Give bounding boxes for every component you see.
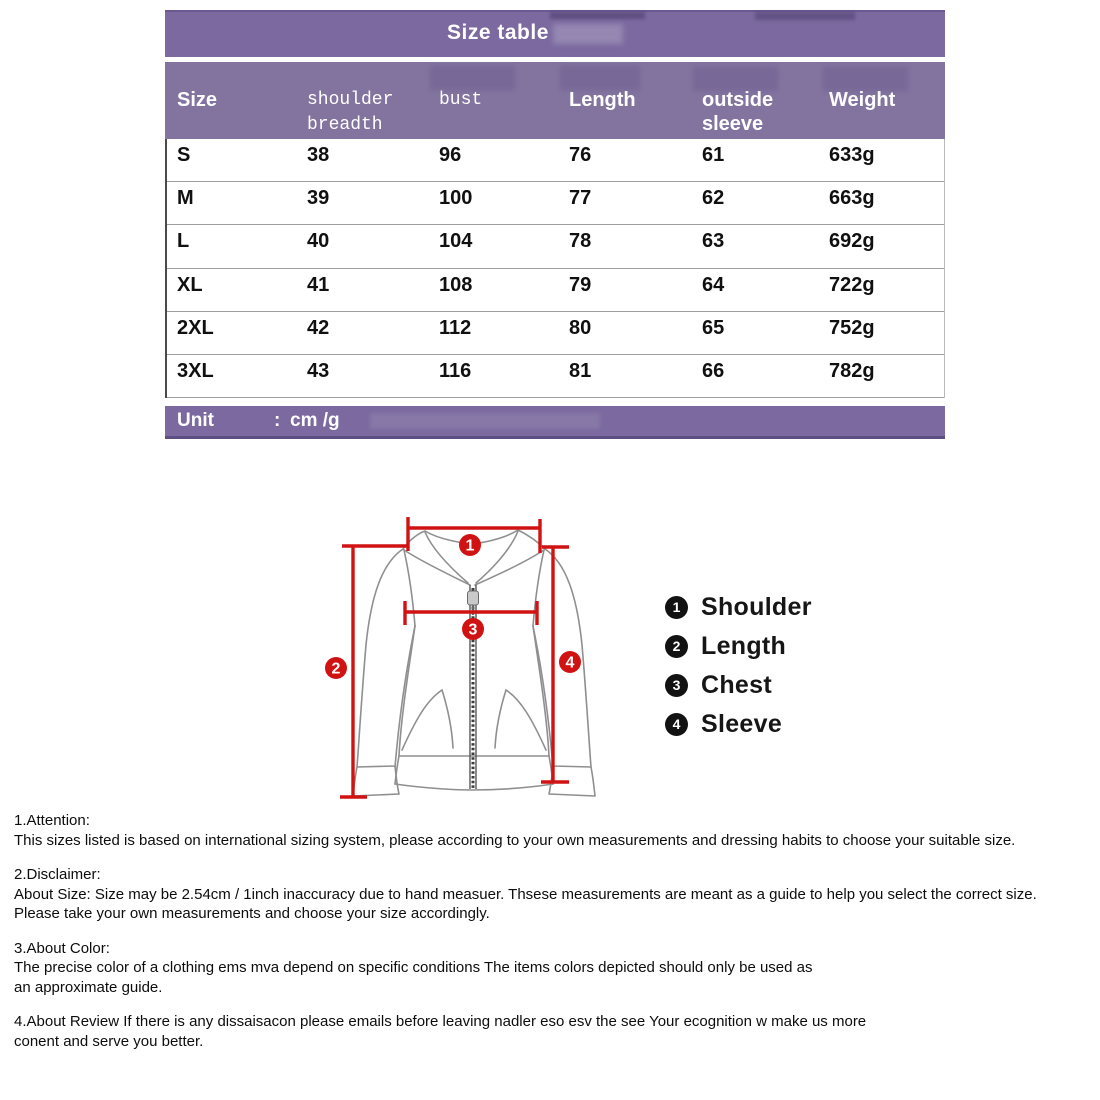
notes-section-attention [14,811,1094,850]
artifact-smudge [755,12,855,20]
legend-label: Sleeve [701,709,783,738]
artifact-smudge [553,24,623,44]
table-divider [165,398,945,406]
note-text: About Size: Size may be 2.54cm / 1inch inaccuracy due to hand measuer. Thsese measurements are meant as a guide to help you select the correct size. [14,885,1037,903]
table-row [167,225,944,268]
measurement-legend [665,594,812,750]
cell-size: 3XL [177,359,214,382]
column-header-shoulder-breadth: shoulder breadth [307,90,394,135]
cell-bust: 108 [439,273,473,296]
column-header-length: Length [569,89,636,111]
legend-label: Shoulder [701,592,812,621]
marker-number-3: 3 [468,621,478,639]
cell-bust: 116 [439,359,472,382]
cell-shoulder: 42 [307,316,330,339]
column-header-size: Size [177,89,218,111]
cell-weight: 663g [829,187,875,210]
marker-number-1: 1 [465,537,475,555]
legend-label: Length [701,631,787,660]
artifact-smudge [550,12,645,19]
cell-length: 81 [569,359,592,382]
cell-length: 80 [569,316,592,339]
circled-number-icon: 4 [665,713,688,736]
note-text: an approximate guide. [14,978,163,996]
size-table-title: Size table [447,21,549,44]
table-row [167,182,944,225]
cell-sleeve: 66 [702,359,725,382]
note-text: conent and serve you better. [14,1032,204,1050]
legend-item-length [665,633,812,659]
unit-separator: : [274,410,281,432]
cell-weight: 722g [829,273,875,296]
table-row [167,139,944,182]
artifact-smudge [370,413,600,429]
cell-sleeve: 61 [702,144,725,166]
circled-number-icon: 2 [665,635,688,658]
zipper-slider [468,591,479,605]
note-heading: 3.About Color: [14,939,110,957]
size-table-title-band [165,10,945,57]
cell-sleeve: 63 [702,230,725,253]
cell-sleeve: 65 [702,316,725,339]
cell-size: 2XL [177,316,214,339]
cell-shoulder: 43 [307,359,330,382]
hoodie-measurement-diagram [320,505,650,825]
cell-bust: 112 [439,316,472,339]
notes [14,811,1094,1066]
size-table [165,10,945,439]
cell-shoulder: 39 [307,187,330,210]
length-measure-line [340,546,407,798]
note-text: This sizes listed is based on international sizing system, please according to your own measurements and dressing habits to choose your suitable size. [14,831,1016,849]
cell-bust: 100 [439,187,473,210]
cell-shoulder: 41 [307,273,330,296]
note-text: 4.About Review If there is any dissaisacon please emails before leaving nadler eso esv the see Your ecognition w make us more [14,1013,867,1030]
unit-row [165,406,945,439]
table-row [167,355,944,398]
table-header-row [165,62,945,139]
notes-section-about-review [14,1012,1094,1051]
legend-item-chest [665,672,812,698]
cell-weight: 633g [829,144,875,166]
note-text: The precise color of a clothing ems mva depend on specific conditions The items colors depicted should only be used as [14,959,813,976]
note-text: Please take your own measurements and choose your size accordingly. [14,905,490,922]
cell-weight: 782g [829,359,875,382]
notes-section-about-color [14,939,1094,998]
notes-section-disclaimer [14,865,1094,924]
cell-sleeve: 62 [702,187,725,210]
note-heading: 1.Attention: [14,812,90,829]
note-heading: 2.Disclaimer: [14,866,101,883]
table-body [165,139,945,398]
cell-weight: 752g [829,316,875,339]
column-header-weight: Weight [829,89,896,111]
hoodie-outline [353,530,595,796]
cell-bust: 104 [439,230,473,253]
column-header-outside-sleeve: outside sleeve [702,89,774,135]
marker-number-4: 4 [565,654,575,672]
cell-size: L [177,230,190,253]
zipper [468,585,479,789]
cell-length: 77 [569,187,592,210]
legend-item-sleeve [665,711,812,737]
cell-weight: 692g [829,230,875,253]
cell-size: M [177,187,194,210]
legend-label: Chest [701,670,772,699]
cell-length: 78 [569,230,592,253]
cell-length: 79 [569,273,592,296]
cell-shoulder: 38 [307,144,330,166]
circled-number-icon: 3 [665,674,688,697]
cell-length: 76 [569,144,592,166]
legend-item-shoulder [665,594,812,620]
table-row [167,269,944,312]
cell-size: XL [177,273,203,296]
cell-sleeve: 64 [702,273,725,296]
circled-number-icon: 1 [665,596,688,619]
table-row [167,312,944,355]
cell-bust: 96 [439,144,462,166]
cell-shoulder: 40 [307,230,330,253]
unit-value: cm /g [290,410,340,432]
column-header-bust: bust [439,90,483,110]
marker-number-2: 2 [331,660,341,678]
unit-label: Unit [177,410,214,432]
cell-size: S [177,144,191,166]
